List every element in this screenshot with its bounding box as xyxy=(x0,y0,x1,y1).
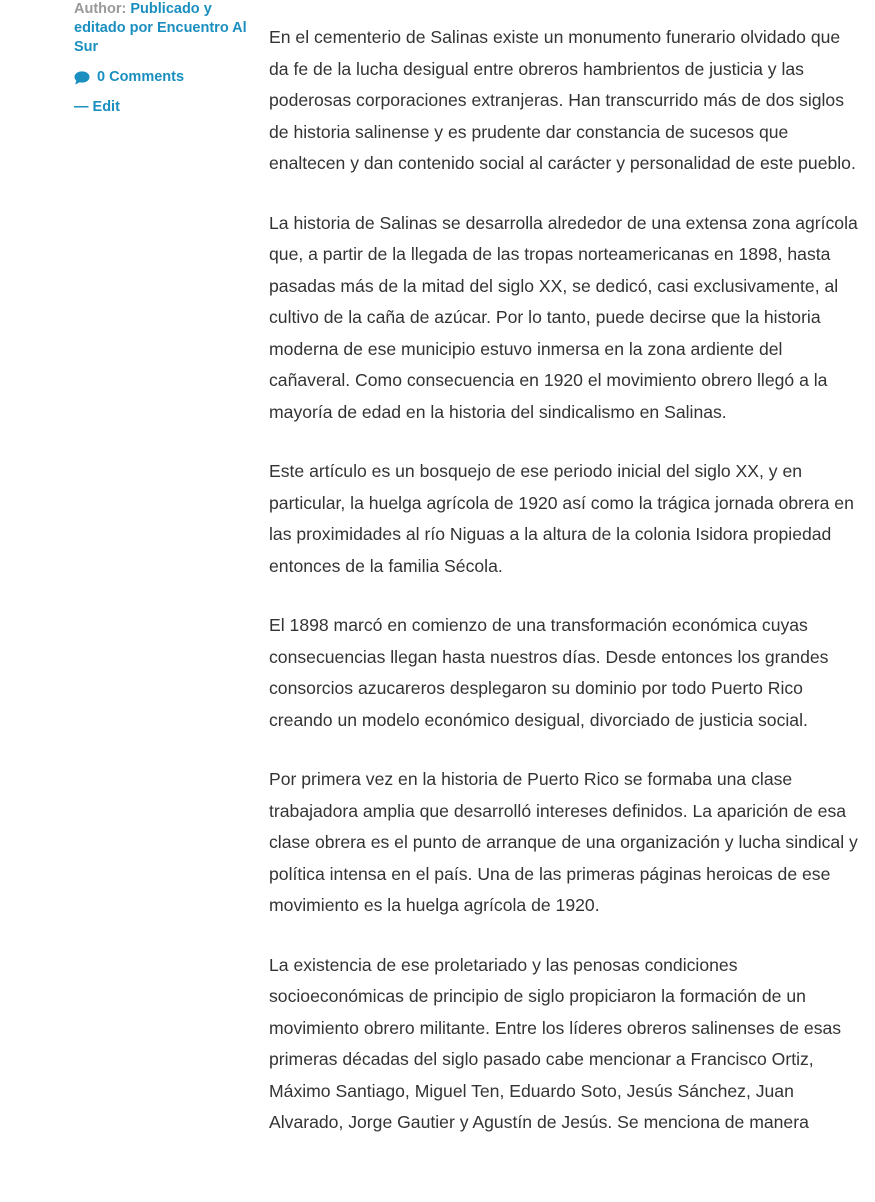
comments-link[interactable]: 0 Comments xyxy=(97,69,185,85)
comments-row xyxy=(74,68,249,87)
article-paragraph: Este artículo es un bosquejo de ese periodo inicial del siglo XX, y en particular, la huelga agrícola de 1920 así como la trágica jornada obrera en las proximidades al río Niguas a la altura de la colonia Isidora propiedad entonces de la familia Sécola. xyxy=(269,461,854,576)
article-paragraph: El 1898 marcó en comienzo de una transformación económica cuyas consecuencias llegan hasta nuestros días. Desde entonces los grandes consorcios azucareros desplegaron su dominio por todo Puerto Rico creando un modelo económico desigual, divorciado de justicia social. xyxy=(269,615,829,730)
speech-bubble-icon xyxy=(74,71,90,85)
article-paragraph: En el cementerio de Salinas existe un monumento funerario olvidado que da fe de la lucha desigual entre obreros hambrientos de justicia y las poderosas corporaciones extranjeras. Han transcurrido más de dos siglos de historia salinense y es prudente dar constancia de sucesos que enaltecen y dan contenido social al carácter y personalidad de este pueblo. xyxy=(269,27,856,173)
author-line xyxy=(74,0,249,57)
article-paragraph: La existencia de ese proletariado y las penosas condiciones socioeconómicas de principio de siglo propiciaron la formación de un movimiento obrero militante. Entre los líderes obreros salinenses de esas primeras décadas del siglo pasado cabe mencionar a Francisco Ortiz, Máximo Santiago, Miguel Ten, Eduardo Soto, Jesús Sánchez, Juan Alvarado, Jorge Gautier y Agustín de Jesús. Se menciona de manera xyxy=(269,954,842,1132)
article-paragraph: La historia de Salinas se desarrolla alrededor de una extensa zona agrícola que, a partir de la llegada de las tropas norteamericanas en 1898, hasta pasadas más de la mitad del siglo XX, se dedicó, casi exclusivamente, al cultivo de la caña de azúcar. Por lo tanto, puede decirse que la historia moderna de ese municipio estuvo inmersa en la zona ardiente del cañaveral. Como consecuencia en 1920 el movimiento obrero llegó a la mayoría de edad en la historia del sindicalismo en Salinas. xyxy=(269,212,858,422)
author-link[interactable]: Publicado y editado por Encuentro Al Sur xyxy=(74,1,247,55)
post-meta-sidebar xyxy=(74,0,249,117)
edit-dash: — xyxy=(74,99,89,115)
article-paragraph: Por primera vez en la historia de Puerto Rico se formaba una clase trabajadora amplia que desarrolló intereses definidos. La aparición de esa clase obrera es el punto de arranque de una organización y lucha sindical y política intensa en el país. Una de las primeras páginas heroicas de ese movimiento es la huelga agrícola de 1920. xyxy=(269,769,858,915)
edit-row xyxy=(74,98,249,117)
author-label: Author: xyxy=(74,1,127,17)
article-body xyxy=(269,22,859,1167)
edit-link[interactable]: Edit xyxy=(92,99,120,115)
